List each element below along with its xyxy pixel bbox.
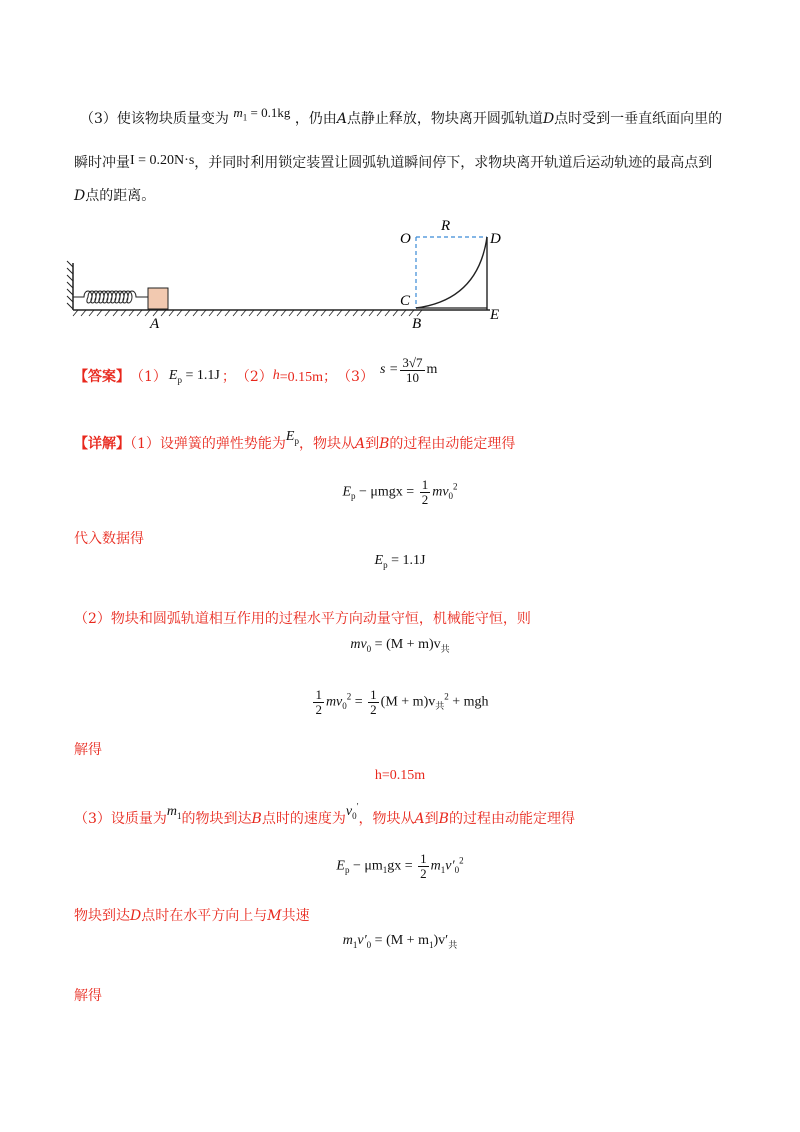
equation-4: $\frac{1}{2}$ $mv_0^2$ = $\frac{1}{2}$ $(M + m)v_共^2$ + mgh — [315, 687, 489, 717]
equation-2: $E_p = 1.1J$ — [374, 553, 426, 570]
label-A: A — [150, 316, 160, 332]
arc-track — [416, 237, 487, 308]
h-result: h=0.15m — [374, 768, 426, 783]
equation-5: $E_p - \mu m_1gx$ = $\frac{1}{2}$ $m_1v'_0^2$ — [336, 851, 464, 881]
question-line-1: （3）使该物块质量变为 $m_1 = 0.1kg$ ，仍由A点静止释放，物块离开圆弧轨道D点时受到一垂直纸面向里的 — [80, 105, 723, 127]
label-B: B — [412, 316, 422, 332]
label-R: R — [441, 218, 451, 234]
equation-6: $m_1v'_0 = (M + m_1)v'_共$ — [342, 933, 458, 950]
block — [148, 288, 168, 309]
answer-tag: 【答案】 — [74, 369, 130, 386]
mass-expression: $m_1 = 0.1kg$ — [233, 105, 291, 123]
equation-3: $mv_0 = (M + m)v_共$ — [350, 637, 450, 654]
detail-line-2: （2）物块和圆弧轨道相互作用的过程水平方向动量守恒，机械能守恒，则 — [74, 611, 531, 627]
ground-hatch — [73, 310, 422, 316]
solve-text-1: 解得 — [74, 742, 102, 758]
impulse-expression: I = 0.20N·s — [130, 153, 195, 168]
label-C: C — [400, 293, 411, 309]
detail-line-4: 物块到达D点时在水平方向上与M共速 — [74, 908, 310, 924]
answer-line: 【答案】 （1） $E_p = 1.1J$ ； （2） h =0.15m； （3） s = $\frac{3√7}{10}$ m — [74, 355, 438, 386]
label-E: E — [490, 307, 500, 323]
solve-text-2: 解得 — [74, 988, 102, 1004]
question-line-2: 瞬时冲量I = 0.20N·s，并同时利用锁定装置让圆弧轨道瞬间停下，求物块离开轨道后运动轨迹的最高点到 — [74, 153, 713, 171]
detail-line-3: （3）设质量为$m_1$的物块到达B点时的速度为$v_0'$，物块从A到B的过程由动能定理得 — [74, 801, 575, 827]
wall-hatch — [67, 261, 73, 309]
label-O: O — [400, 231, 411, 247]
s-answer: s = $\frac{3√7}{10}$ m — [379, 355, 438, 385]
ep-answer: $E_p = 1.1J$ — [168, 367, 220, 385]
equation-1: $E_p - \mu mgx$ = $\frac{1}{2}$ $mv_0^2$ — [342, 477, 458, 507]
question-line-3: D点的距离。 — [74, 188, 156, 204]
problem-figure — [60, 215, 530, 340]
spring — [73, 291, 148, 303]
detail-line-1: 【详解】（1）设弹簧的弹性势能为$E_p$，物块从A到B的过程由动能定理得 — [74, 429, 516, 452]
label-D: D — [490, 231, 501, 247]
substitute-text: 代入数据得 — [74, 531, 144, 547]
